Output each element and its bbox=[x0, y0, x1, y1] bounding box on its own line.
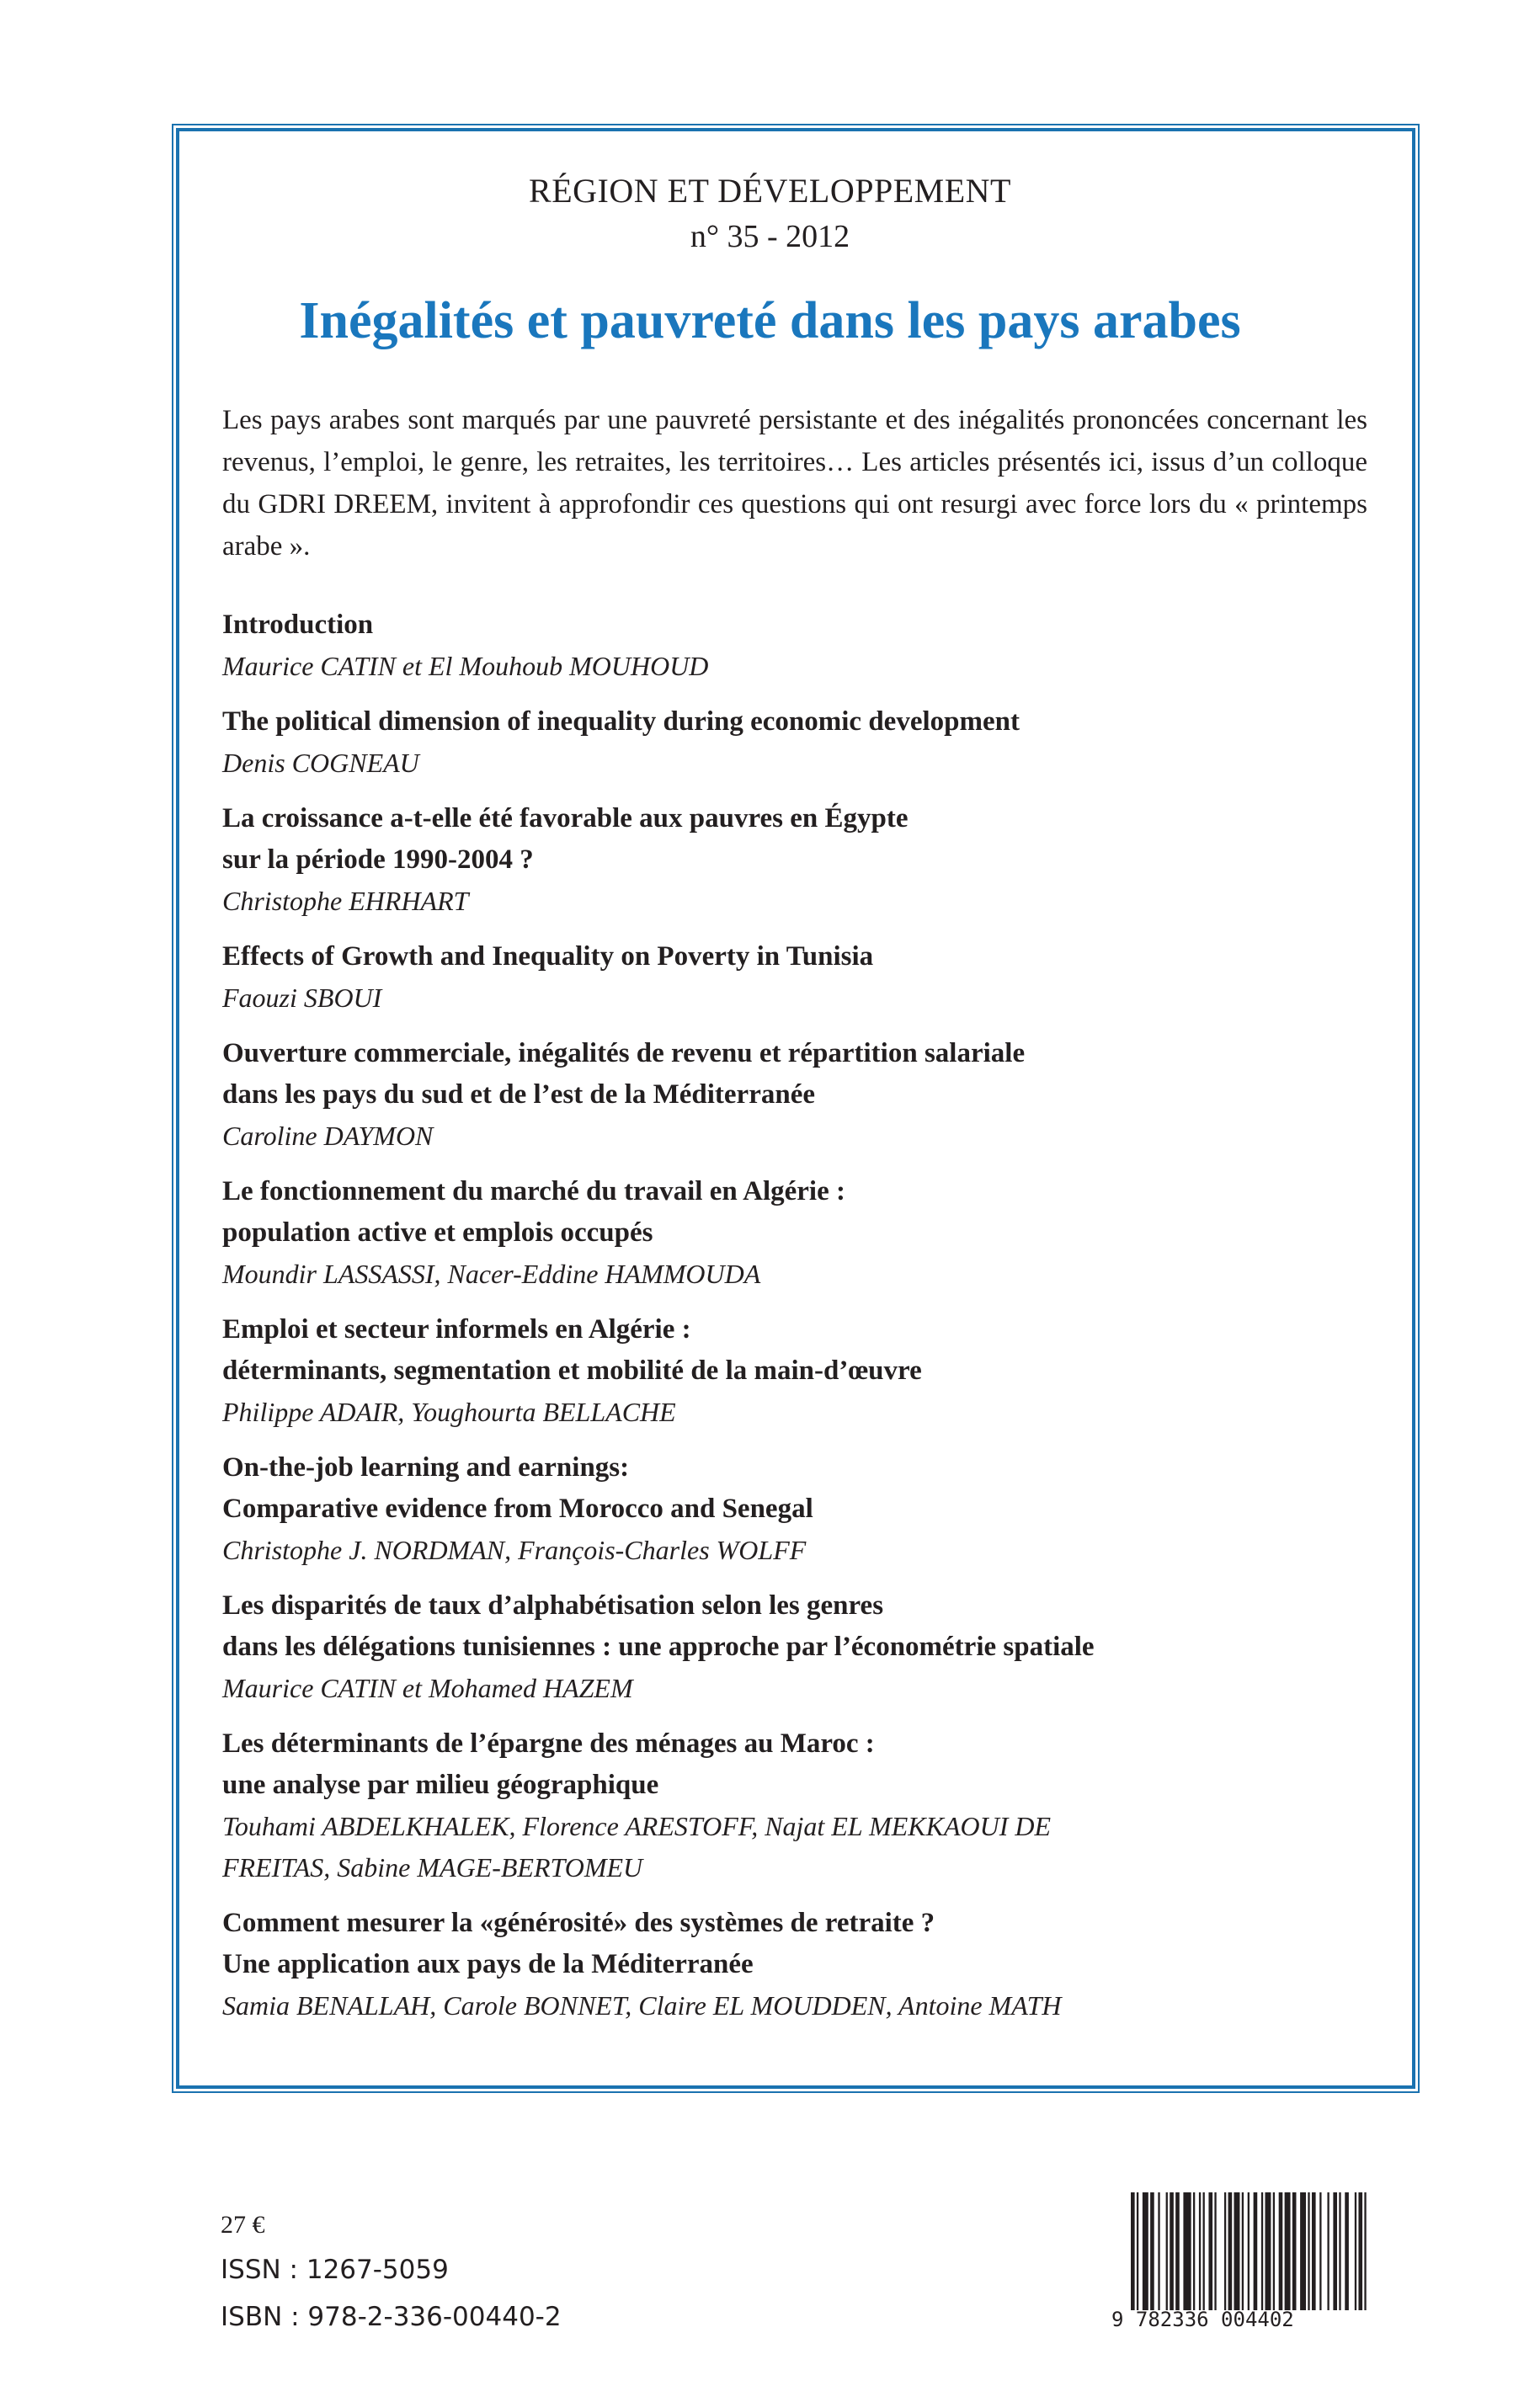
toc-entry-title: Introduction bbox=[222, 610, 374, 640]
toc-entry-title: une analyse par milieu géographique bbox=[222, 1770, 659, 1800]
toc-entry-authors: Moundir LASSASSI, Nacer-Eddine HAMMOUDA bbox=[222, 1259, 761, 1289]
toc-entry-title: Une application aux pays de la Méditerranée bbox=[222, 1949, 754, 1979]
isbn: ISBN : 978-2-336-00440-2 bbox=[221, 2302, 562, 2332]
toc-entry bbox=[222, 1585, 1376, 1709]
toc-entry bbox=[222, 936, 1376, 1019]
toc-entry-title: Comment mesurer la «générosité» des systèmes de retraite ? bbox=[222, 1908, 935, 1938]
toc-entry-authors: Denis COGNEAU bbox=[222, 748, 419, 778]
toc-entry bbox=[222, 798, 1376, 922]
toc-entry-authors: Faouzi SBOUI bbox=[222, 983, 382, 1013]
barcode-icon bbox=[1131, 2192, 1368, 2325]
toc-entry-authors: Caroline DAYMON bbox=[222, 1121, 434, 1151]
table-of-contents bbox=[222, 604, 1376, 2041]
toc-entry-authors: Touhami ABDELKHALEK, Florence ARESTOFF, Najat EL MEKKAOUI DE bbox=[222, 1811, 1052, 1841]
toc-entry-title: déterminants, segmentation et mobilité de la main-d’œuvre bbox=[222, 1355, 922, 1386]
toc-entry-title: Effects of Growth and Inequality on Poverty in Tunisia bbox=[222, 941, 874, 972]
toc-entry-authors: Samia BENALLAH, Carole BONNET, Claire EL MOUDDEN, Antoine MATH bbox=[222, 1990, 1062, 2021]
toc-entry-title: Les déterminants de l’épargne des ménages au Maroc : bbox=[222, 1728, 875, 1759]
toc-entry bbox=[222, 1447, 1376, 1571]
toc-entry-title: population active et emplois occupés bbox=[222, 1217, 653, 1248]
toc-entry-title: Les disparités de taux d’alphabétisation selon les genres bbox=[222, 1590, 884, 1621]
toc-entry-authors: Maurice CATIN et Mohamed HAZEM bbox=[222, 1673, 633, 1703]
toc-entry bbox=[222, 1171, 1376, 1295]
barcode-digits: 9 782336 004402 bbox=[1111, 2308, 1294, 2331]
toc-entry bbox=[222, 1723, 1376, 1888]
toc-entry-authors: Philippe ADAIR, Youghourta BELLACHE bbox=[222, 1397, 676, 1427]
issue-title: Inégalités et pauvreté dans les pays arabes bbox=[299, 292, 1241, 349]
price: 27 € bbox=[221, 2211, 265, 2239]
toc-entry-title: dans les délégations tunisiennes : une approche par l’économétrie spatiale bbox=[222, 1632, 1095, 1662]
toc-entry-title: dans les pays du sud et de l’est de la Méditerranée bbox=[222, 1079, 815, 1110]
journal-name: RÉGION ET DÉVELOPPEMENT bbox=[529, 172, 1011, 210]
toc-entry-title: La croissance a-t-elle été favorable aux pauvres en Égypte bbox=[222, 803, 909, 834]
toc-entry-title: sur la période 1990-2004 ? bbox=[222, 844, 534, 875]
publication-info bbox=[221, 2204, 562, 2341]
toc-entry bbox=[222, 701, 1376, 784]
toc-entry-title: Le fonctionnement du marché du travail en Algérie : bbox=[222, 1176, 845, 1206]
issue-number: n° 35 - 2012 bbox=[690, 219, 850, 254]
toc-entry-title: On-the-job learning and earnings: bbox=[222, 1452, 630, 1483]
toc-entry-title: Emploi et secteur informels en Algérie : bbox=[222, 1314, 691, 1345]
toc-entry-title: The political dimension of inequality during economic development bbox=[222, 706, 1020, 737]
toc-entry-authors: Christophe J. NORDMAN, François-Charles WOLFF bbox=[222, 1535, 807, 1565]
toc-entry bbox=[222, 1033, 1376, 1157]
toc-entry-title: Ouverture commerciale, inégalités de revenu et répartition salariale bbox=[222, 1038, 1026, 1068]
issn: ISSN : 1267-5059 bbox=[221, 2255, 449, 2285]
toc-entry-authors: Christophe EHRHART bbox=[222, 886, 469, 916]
toc-entry bbox=[222, 1309, 1376, 1433]
toc-entry bbox=[222, 1903, 1376, 2027]
intro-paragraph: Les pays arabes sont marqués par une pauvreté persistante et des inégalités prononcées concernant les revenus, l’emploi, le genre, les retraites, les territoires… Les articles présentés ici, issus d’un colloque du GDRI DREEM, invitent à approfondir ces questions qui ont resurgi avec force lors du « printemps arabe ». bbox=[222, 405, 1367, 562]
toc-entry-authors: FREITAS, Sabine MAGE-BERTOMEU bbox=[222, 1852, 643, 1883]
toc-entry-title: Comparative evidence from Morocco and Senegal bbox=[222, 1494, 813, 1524]
toc-entry bbox=[222, 604, 1376, 687]
toc-entry-authors: Maurice CATIN et El Mouhoub MOUHOUD bbox=[222, 651, 709, 681]
